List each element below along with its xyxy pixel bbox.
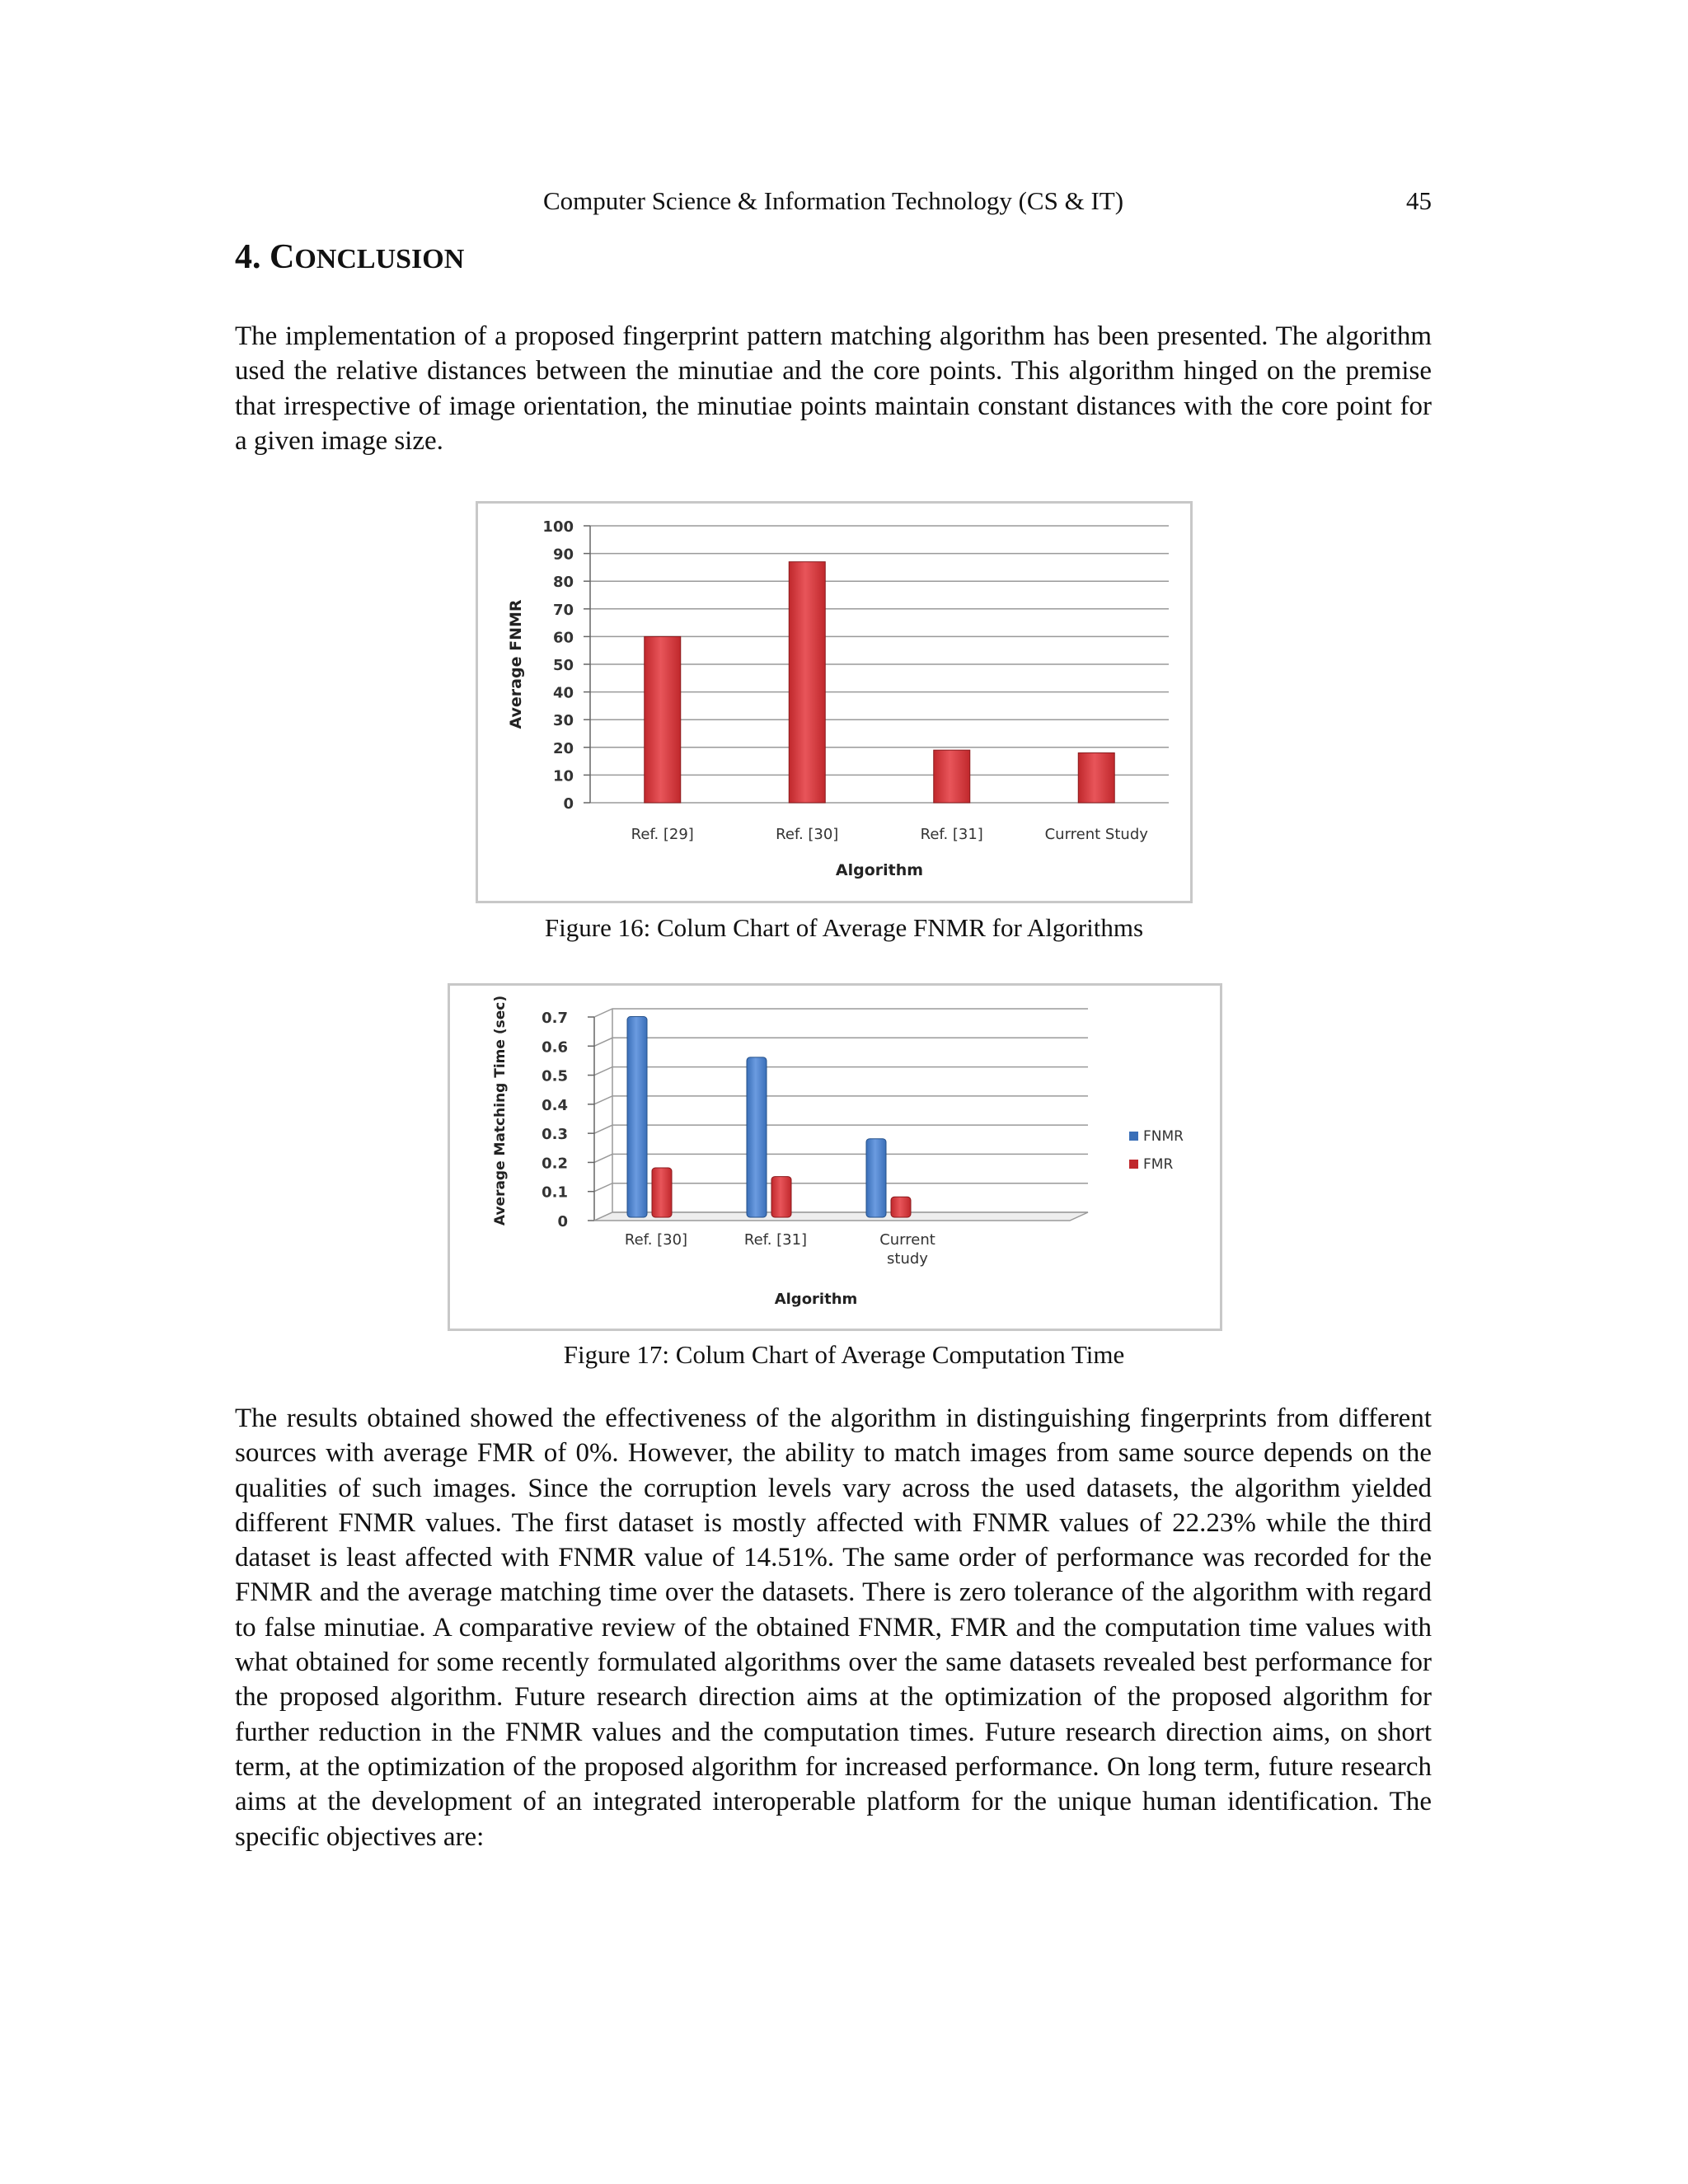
y-tick-label: 0.3 bbox=[542, 1126, 568, 1144]
x-axis-title: Algorithm bbox=[835, 861, 924, 879]
legend-swatch-fmr bbox=[1129, 1160, 1138, 1169]
gridline bbox=[594, 1125, 1088, 1133]
y-axis-title: Average Matching Time (sec) bbox=[492, 995, 509, 1226]
bar bbox=[645, 636, 681, 803]
x-tick-label: Ref. [31] bbox=[743, 1231, 808, 1249]
y-tick-label: 20 bbox=[552, 739, 574, 757]
y-tick-label: 10 bbox=[552, 767, 574, 785]
y-tick-label: 0 bbox=[563, 795, 574, 813]
y-tick-label: 70 bbox=[552, 601, 574, 619]
x-tick-label: Ref. [30] bbox=[624, 1231, 688, 1249]
running-title: Computer Science & Information Technology (CS & IT) bbox=[542, 186, 1124, 215]
x-axis-title: Algorithm bbox=[774, 1291, 858, 1308]
y-tick-label: 60 bbox=[552, 629, 574, 647]
y-tick-label: 0 bbox=[557, 1213, 568, 1230]
bar-fmr bbox=[771, 1177, 791, 1217]
bar bbox=[934, 750, 970, 803]
y-tick-label: 0.2 bbox=[542, 1155, 568, 1173]
section-title bbox=[235, 237, 464, 277]
x-tick-label: study bbox=[887, 1250, 928, 1268]
bar-fnmr bbox=[747, 1057, 767, 1217]
x-tick-label: Current Study bbox=[1044, 826, 1148, 843]
x-tick-label: Current bbox=[879, 1231, 935, 1249]
x-tick-label: Ref. [30] bbox=[776, 826, 839, 843]
bar-fmr bbox=[652, 1168, 672, 1217]
gridline bbox=[594, 1154, 1088, 1162]
y-tick-label: 0.5 bbox=[542, 1067, 568, 1085]
fnmr-chart-svg bbox=[478, 504, 1190, 901]
y-tick-label: 0.4 bbox=[542, 1096, 568, 1114]
running-header bbox=[235, 183, 1432, 224]
y-tick-label: 100 bbox=[542, 518, 574, 536]
y-tick-label: 30 bbox=[552, 712, 574, 730]
computation-time-chart-svg bbox=[450, 986, 1220, 1329]
figure-17-caption: Figure 17: Colum Chart of Average Computation Time bbox=[563, 1340, 1125, 1369]
section-title-initial: C bbox=[270, 238, 295, 276]
gridline bbox=[594, 1038, 1088, 1046]
y-tick-label: 40 bbox=[552, 684, 574, 702]
figure-16-caption: Figure 16: Colum Chart of Average FNMR for Algorithms bbox=[544, 913, 1144, 942]
legend-label-fnmr: FNMR bbox=[1143, 1128, 1184, 1145]
bar bbox=[789, 562, 825, 803]
bar-fmr bbox=[891, 1197, 911, 1217]
legend-swatch-fnmr bbox=[1129, 1132, 1138, 1141]
gridline bbox=[594, 1067, 1088, 1076]
y-tick-label: 50 bbox=[552, 657, 574, 674]
bar bbox=[1078, 753, 1114, 803]
gridline bbox=[594, 1096, 1088, 1104]
y-tick-label: 0.1 bbox=[542, 1183, 568, 1202]
x-tick-label: Ref. [31] bbox=[920, 826, 983, 843]
y-tick-label: 0.6 bbox=[542, 1038, 568, 1057]
legend-label-fmr: FMR bbox=[1143, 1156, 1174, 1173]
bar-fnmr bbox=[627, 1017, 647, 1217]
y-tick-label: 0.7 bbox=[542, 1010, 568, 1027]
bar-fnmr bbox=[866, 1139, 886, 1217]
section-title-rest: ONCLUSION bbox=[294, 244, 465, 274]
x-tick-label: Ref. [29] bbox=[631, 826, 694, 843]
gridline bbox=[594, 1009, 1088, 1017]
paragraph-results: The results obtained showed the effectiveness of the algorithm in distinguishing fingerprints from different sources with average FMR of 0%. However, the ability to match images from same source depends on the qualities of such images. Since the corruption levels vary across the used datasets, the algorithm yielded different FNMR values. The first dataset is mostly affected with FNMR values of 22.23% while the third dataset is least affected with FNMR value of 14.51%. The same order of performance was recorded for the FNMR and the average matching time over the datasets. There is zero tolerance of the algorithm with regard to false minutiae. A comparative review of the obtained FNMR, FMR and the computation time values with what obtained for some recently formulated algorithms over the same datasets revealed best performance for the proposed algorithm. Future research direction aims at the optimization of the proposed algorithm for further reduction in the FNMR values and the computation times. Future research direction aims, on short term, at the optimization of the proposed algorithm for increased performance. On long term, future research aims at the development of an integrated interoperable platform for the unique human identification. The specific objectives are: bbox=[235, 1404, 1432, 1852]
y-axis-title: Average FNMR bbox=[507, 599, 525, 729]
page-number: 45 bbox=[1406, 186, 1432, 215]
y-tick-label: 80 bbox=[552, 574, 574, 592]
y-tick-label: 90 bbox=[552, 546, 574, 564]
computation-time-chart bbox=[448, 983, 1222, 1331]
paragraph-intro: The implementation of a proposed fingerprint pattern matching algorithm has been presented. The algorithm used the relative distances between the minutiae and the core points. This algorithm hinged on the premise that irrespective of image orientation, the minutiae points maintain constant distances with the core point for a given image size. bbox=[235, 321, 1432, 456]
section-number: 4. bbox=[235, 238, 261, 276]
fnmr-chart bbox=[476, 501, 1193, 903]
